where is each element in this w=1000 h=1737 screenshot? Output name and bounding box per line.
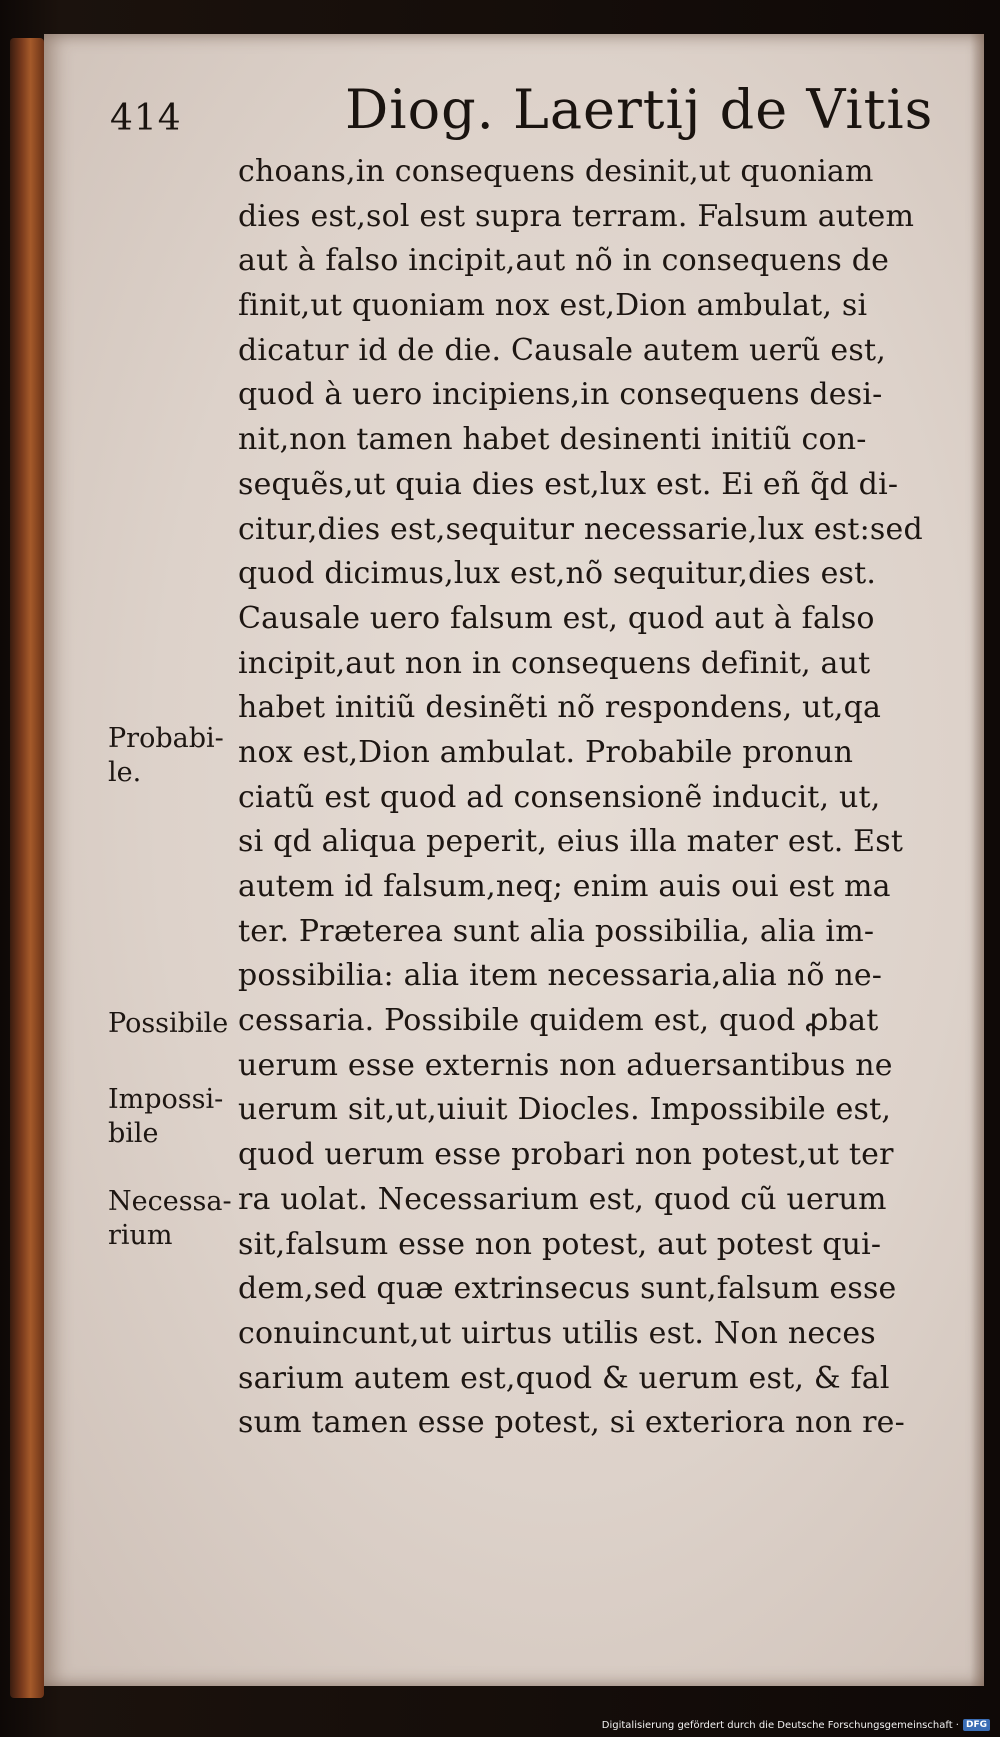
text-line: cessaria. Possibile quidem est, quod ꝓbat bbox=[238, 1003, 879, 1039]
credit-text: Digitalisierung gefördert durch die Deutsche Forschungsgemeinschaft · bbox=[601, 1719, 959, 1731]
text-line: citur,dies est,sequitur necessarie,lux est:sed bbox=[238, 511, 923, 547]
text-line: incipit,aut non in consequens definit, aut bbox=[238, 645, 871, 681]
text-line: quod dicimus,lux est,nõ sequitur,dies est. bbox=[238, 556, 877, 592]
digitization-credit bbox=[602, 1719, 990, 1731]
text-line: nit,non tamen habet desinenti initiũ con- bbox=[238, 422, 867, 458]
text-line: habet initiũ desinẽti nõ respondens, ut,qa bbox=[238, 690, 882, 726]
text-line: sum tamen esse potest, si exteriora non re- bbox=[238, 1405, 905, 1441]
marginal-note-necessarium bbox=[108, 1185, 232, 1253]
text-line: uerum sit,ut,uiuit Diocles. Impossibile est, bbox=[238, 1092, 892, 1128]
marginal-note-possibile bbox=[108, 1007, 228, 1041]
running-title: Diog. Laertij de Vitis bbox=[345, 78, 934, 141]
folio-number: 414 bbox=[110, 98, 182, 139]
text-line: ter. Præterea sunt alia possibilia, alia im- bbox=[238, 913, 875, 949]
text-line: conuincunt,ut uirtus utilis est. Non neces bbox=[238, 1315, 876, 1351]
text-line: sequẽs,ut quia dies est,lux est. Ei eñ q̃d di- bbox=[238, 466, 899, 502]
marginal-note-probabile bbox=[108, 722, 224, 790]
marginal-note-line: rium bbox=[108, 1220, 173, 1251]
marginal-note-line: Impossi- bbox=[108, 1084, 224, 1115]
text-line: quod uerum esse probari non potest,ut ter bbox=[238, 1137, 894, 1173]
text-line: dem,sed quæ extrinsecus sunt,falsum esse bbox=[238, 1271, 897, 1307]
text-line: aut à falso incipit,aut nõ in consequens de bbox=[238, 243, 890, 279]
marginal-note-line: le. bbox=[108, 757, 142, 788]
marginal-note-line: Probabi- bbox=[108, 723, 224, 754]
page-edge-shadow bbox=[970, 34, 984, 1686]
marginal-note-line: Necessa- bbox=[108, 1186, 232, 1217]
text-line: finit,ut quoniam nox est,Dion ambulat, si bbox=[238, 288, 868, 324]
text-line: uerum esse externis non aduersantibus ne bbox=[238, 1047, 893, 1083]
text-line: possibilia: alia item necessaria,alia nõ ne- bbox=[238, 958, 883, 994]
dfg-logo: DFG bbox=[963, 1719, 990, 1731]
text-line: nox est,Dion ambulat. Probabile pronun bbox=[238, 734, 854, 770]
book-spine bbox=[10, 38, 44, 1698]
text-line: dicatur id de die. Causale autem uerũ est, bbox=[238, 332, 886, 368]
text-line: Causale uero falsum est, quod aut à falso bbox=[238, 600, 875, 636]
marginal-note-line: Possibile bbox=[108, 1008, 229, 1039]
text-line: sit,falsum esse non potest, aut potest qui- bbox=[238, 1226, 882, 1262]
text-line: quod à uero incipiens,in consequens desi- bbox=[238, 377, 883, 413]
text-line: ra uolat. Necessarium est, quod cũ uerum bbox=[238, 1181, 887, 1217]
text-line: dies est,sol est supra terram. Falsum autem bbox=[238, 198, 915, 234]
body-text bbox=[238, 150, 958, 1446]
text-line: autem id falsum,neq; enim auis oui est ma bbox=[238, 869, 891, 904]
marginal-note-line: bile bbox=[108, 1118, 159, 1149]
marginal-note-impossibile bbox=[108, 1083, 223, 1151]
text-line: choans,in consequens desinit,ut quoniam bbox=[238, 154, 874, 189]
text-line: ciatũ est quod ad consensionẽ inducit, ut, bbox=[238, 779, 881, 815]
text-line: sarium autem est,quod & uerum est, & fal bbox=[238, 1360, 890, 1396]
text-line: si qd aliqua peperit, eius illa mater est. Est bbox=[238, 824, 904, 860]
page-header bbox=[110, 60, 934, 160]
